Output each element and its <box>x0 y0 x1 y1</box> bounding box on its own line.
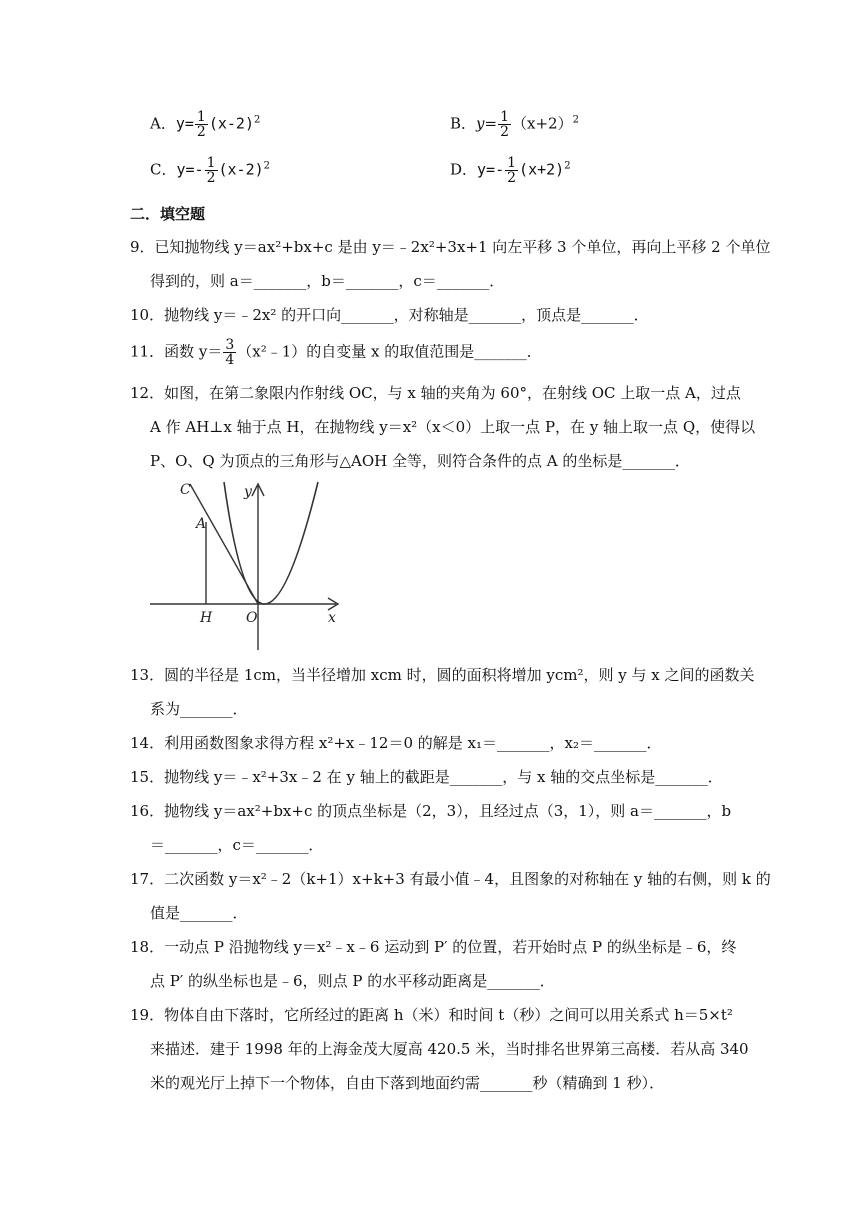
label-c: C <box>180 482 191 498</box>
question-9-line-2: 得到的，则 a＝_______，b＝_______，c＝_______． <box>150 272 505 290</box>
question-17-line-1: 17．二次函数 y＝x²﹣2（k+1）x+k+3 有最小值﹣4，且图象的对称轴在 y 轴的右侧，则 k 的 <box>130 870 771 888</box>
option-c[interactable]: C．y=- $\frac{1}{2}$ $(x-2)^2$ <box>150 155 271 186</box>
question-18-line-1: 18．一动点 P 沿抛物线 y＝x²﹣x﹣6 运动到 P′ 的位置，若开始时点 P 的纵坐标是﹣6，终 <box>130 938 737 956</box>
question-18-line-2: 点 P′ 的纵坐标也是﹣6，则点 P 的水平移动距离是_______． <box>150 972 555 990</box>
question-12-line-1: 12．如图，在第二象限内作射线 OC，与 x 轴的夹角为 60°，在射线 OC 上取一点 A，过点 <box>130 384 741 402</box>
denominator: 2 <box>206 170 216 186</box>
option-b[interactable]: B．y= $\frac{1}{2}$ $(x+2)^2$ <box>450 109 579 140</box>
question-12-line-2: A 作 AH⊥x 轴于点 H，在抛物线 y＝x²（x＜0）上取一点 P，在 y 轴上取一点 Q，使得以 <box>150 418 756 436</box>
label-o: O <box>246 610 258 626</box>
numerator: 1 <box>196 109 206 125</box>
question-14: 14．利用函数图象求得方程 x²+x﹣12＝0 的解是 x₁＝_______，x₂＝_______． <box>130 734 662 752</box>
denominator: 2 <box>500 124 509 140</box>
option-a[interactable]: A．y= $\frac{1}{2}$ $(x-2)^2$ <box>150 109 261 140</box>
denominator: 2 <box>507 170 517 186</box>
numerator: 1 <box>206 155 216 171</box>
question-16-line-2: ＝_______，c＝_______． <box>150 836 324 854</box>
numerator: 1 <box>500 109 509 125</box>
numerator: 1 <box>507 155 517 171</box>
question-12-line-3: P、O、Q 为顶点的三角形与△AOH 全等，则符合条件的点 A 的坐标是_______． <box>150 452 690 470</box>
question-9-line-1: 9．已知抛物线 y＝ax²+bx+c 是由 y＝﹣2x²+3x+1 向左平移 3 个单位，再向上平移 2 个单位 <box>130 238 771 256</box>
question-19-line-1: 19．物体自由下落时，它所经过的距离 h（米）和时间 t（秒）之间可以用关系式 h＝5×t² <box>130 1006 733 1024</box>
question-19-line-3: 米的观光厅上掉下一个物体，自由下落到地面约需_______秒（精确到 1 秒）． <box>150 1074 665 1092</box>
numerator: 3 <box>225 337 235 353</box>
question-17-line-2: 值是_______． <box>150 904 248 922</box>
option-d[interactable]: D．y=- $\frac{1}{2}$ $(x+2)^2$ <box>450 155 571 186</box>
question-16-line-1: 16．抛物线 y＝ax²+bx+c 的顶点坐标是（2，3），且经过点（3，1），则 a＝_______，b <box>130 802 732 820</box>
label-a: A <box>196 516 207 532</box>
question-15: 15．抛物线 y＝﹣x²+3x﹣2 在 y 轴上的截距是_______，与 x 轴的交点坐标是_______． <box>130 768 723 786</box>
denominator: 4 <box>225 352 235 368</box>
question-10: 10．抛物线 y＝﹣2x² 的开口向_______，对称轴是_______，顶点是_______． <box>130 306 649 324</box>
denominator: 2 <box>196 124 206 140</box>
question-13-line-1: 13．圆的半径是 1cm，当半径增加 xcm 时，圆的面积将增加 ycm²，则 y 与 x 之间的函数关 <box>130 666 755 684</box>
question-13-line-2: 系为_______． <box>150 700 248 718</box>
label-h: H <box>200 610 213 626</box>
question-11: 11．函数 y＝ $\frac{3}{4}$ （x²﹣1）的自变量 x 的取值范围是_______． <box>130 337 542 368</box>
label-x: x <box>328 610 336 626</box>
label-y: y <box>244 484 252 500</box>
section-title: 二．填空题 <box>130 205 206 223</box>
parabola-figure <box>146 476 346 652</box>
question-19-line-2: 来描述．建于 1998 年的上海金茂大厦高 420.5 米，当时排名世界第三高楼．若从高 340 <box>150 1040 749 1058</box>
